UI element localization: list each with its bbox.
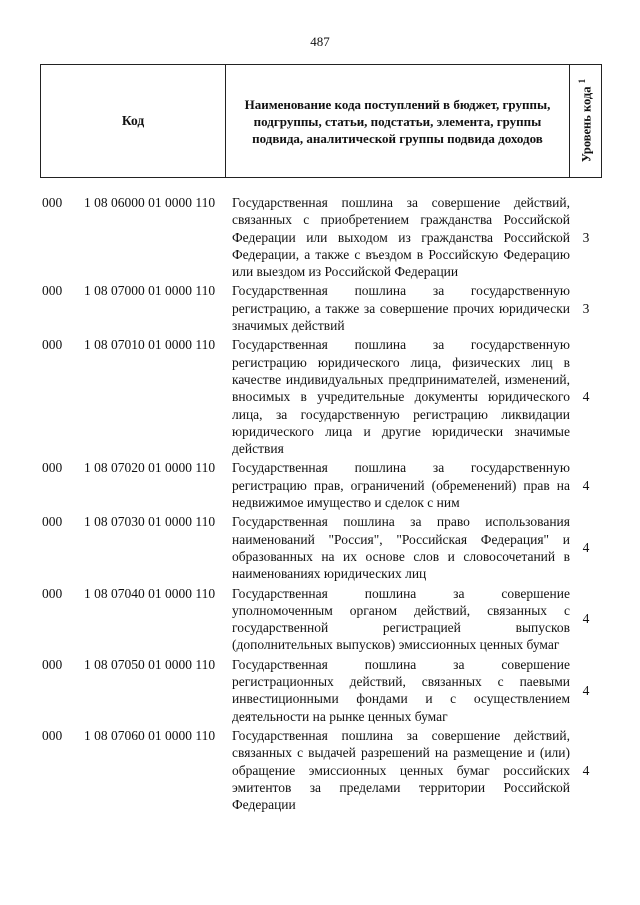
row-code: 1 08 07020 01 0000 110 [84,460,216,476]
row-admin: 000 [42,656,63,672]
row-admin: 000 [42,283,63,299]
row-name: Государственная пошлина за право использования наименований "Россия", "Российская Федерация" и образованных на их основе слов и словосочетаний в наименованиях юридических лиц [232,514,570,582]
table-header [40,64,602,178]
table-row [40,336,602,457]
header-level [570,65,602,177]
header-code: Код [41,65,226,177]
row-name: Государственная пошлина за совершение уполномоченным органом действий, связанных с государственной регистрацией выпусков (дополнительных выпусков) эмиссионных ценных бумаг [232,585,570,653]
row-level: 3 [582,300,590,316]
row-level: 4 [582,611,590,627]
header-name: Наименование кода поступлений в бюджет, группы, подгруппы, статьи, подстатьи, элемента, группы подвида, аналитической группы подвида доходов [226,65,570,177]
row-code: 1 08 06000 01 0000 110 [84,195,216,210]
row-level: 4 [582,682,590,698]
row-code: 1 08 07050 01 0000 110 [84,656,216,672]
table-row [40,282,602,334]
table-row [40,585,602,654]
row-name: Государственная пошлина за совершение действий, связанных с выдачей разрешений на размещение и (или) обращение эмиссионных ценных бумаг российских эмитентов за пределами территории Российской Федерации [232,727,570,813]
row-level: 4 [582,389,590,405]
header-level-label: Уровень кода [579,86,594,163]
row-level: 4 [582,540,590,556]
row-name: Государственная пошлина за совершение действий, связанных с приобретением гражданства Российской Федерации или выходом из гражданства Российской Федерации, а также с въездом в Российскую Федерацию или выездом из Российской Федерации [232,195,570,280]
row-admin: 000 [42,514,63,530]
row-name: Государственная пошлина за государственную регистрацию прав, ограничений (обременений) прав на недвижимое имущество и сделок с ним [232,460,570,511]
row-code: 1 08 07010 01 0000 110 [84,337,216,353]
header-level-text [577,79,594,162]
header-level-footnote: 1 [577,79,588,84]
table-row [40,194,602,280]
page-number: 487 [310,34,330,49]
row-level: 4 [582,477,590,493]
table-row [40,459,602,511]
row-name: Государственная пошлина за государственную регистрацию, а также за совершение прочих юридически значимых действий [232,283,570,334]
row-code: 1 08 07040 01 0000 110 [84,585,216,601]
row-admin: 000 [42,460,63,476]
row-code: 1 08 07060 01 0000 110 [84,727,216,743]
row-admin: 000 [42,727,63,743]
row-admin: 000 [42,585,63,601]
table-row [40,727,602,813]
row-admin: 000 [42,195,63,210]
row-level: 3 [582,229,590,245]
row-code: 1 08 07000 01 0000 110 [84,283,216,299]
table-row [40,513,602,582]
row-name: Государственная пошлина за государственную регистрацию юридического лица, физических лиц в качестве индивидуальных предпринимателей, изменений, вносимых в учредительные документы юридического лица, за государственную регистрацию ликвидации юридического лица и другие юридически значимые действия [232,337,570,457]
table-body [40,194,602,813]
table-row [40,656,602,725]
row-name: Государственная пошлина за совершение регистрационных действий, связанных с паевыми инвестиционными фондами и с осуществлением деятельности на рынке ценных бумаг [232,656,570,724]
row-admin: 000 [42,337,63,353]
row-level: 4 [582,762,590,778]
row-code: 1 08 07030 01 0000 110 [84,514,216,530]
